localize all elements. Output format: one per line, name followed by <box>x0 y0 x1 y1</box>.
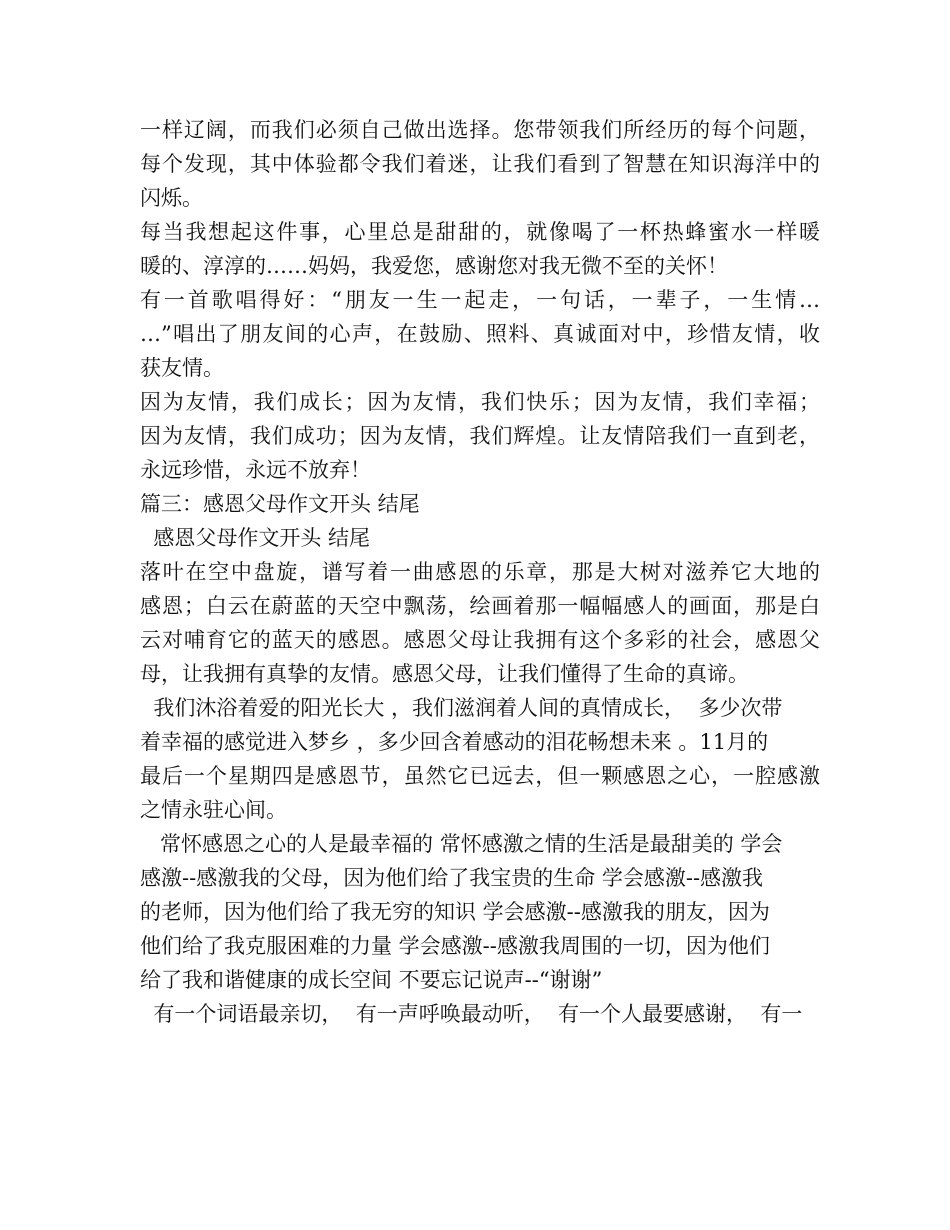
text-line: 因为友情，我们成长；因为友情，我们快乐；因为友情，我们幸福； <box>140 390 820 414</box>
text-line: 着幸福的感觉进入梦乡 ，多少回含着感动的泪花畅想未来 。11月的 <box>140 730 769 754</box>
text-line: 常怀感恩之心的人是最幸福的 常怀感激之情的生活是最甜美的 学会 <box>140 832 783 856</box>
document-body <box>140 113 820 1031</box>
text-line: 他们给了我克服困难的力量 学会感激--感激我周围的一切，因为他们 <box>140 934 770 958</box>
text-line: 暖的、淳淳的……妈妈，我爱您，感谢您对我无微不至的关怀！ <box>140 254 728 278</box>
text-line: 之情永驻心间。 <box>140 798 287 822</box>
text-line: 感激--感激我的父母，因为他们给了我宝贵的生命 学会感激--感激我 <box>140 866 764 890</box>
text-line: 一样辽阔，而我们必须自己做出选择。您带领我们所经历的每个问题， <box>140 118 820 142</box>
text-line: 我们沐浴着爱的阳光长大 ，我们滋润着人间的真情成长， 多少次带 <box>140 696 783 720</box>
text-line: 母，让我拥有真挚的友情。感恩父母，让我们懂得了生命的真谛。 <box>140 662 749 686</box>
section-subheading: 感恩父母作文开头 结尾 <box>140 526 371 550</box>
text-line: 有一个词语最亲切， 有一声呼唤最动听， 有一个人最要感谢， 有一 <box>140 1002 803 1026</box>
text-line: 每当我想起这件事，心里总是甜甜的，就像喝了一杯热蜂蜜水一样暖 <box>140 220 820 244</box>
text-line: 云对哺育它的蓝天的感恩。感恩父母让我拥有这个多彩的社会，感恩父 <box>140 628 820 652</box>
text-line: 落叶在空中盘旋，谱写着一曲感恩的乐章，那是大树对滋养它大地的 <box>140 560 820 584</box>
text-line: 的老师，因为他们给了我无穷的知识 学会感激--感激我的朋友，因为 <box>140 900 770 924</box>
text-line: 最后一个星期四是感恩节，虽然它已远去，但一颗感恩之心，一腔感激 <box>140 764 820 788</box>
text-line: 闪烁。 <box>140 186 203 210</box>
text-line: 因为友情，我们成功；因为友情，我们辉煌。让友情陪我们一直到老， <box>140 424 820 448</box>
section-heading: 篇三：感恩父母作文开头 结尾 <box>140 492 420 516</box>
text-line: 每个发现，其中体验都令我们着迷，让我们看到了智慧在知识海洋中的 <box>140 152 820 176</box>
text-line: 获友情。 <box>140 356 224 380</box>
text-line: …”唱出了朋友间的心声，在鼓励、照料、真诚面对中，珍惜友情，收 <box>140 322 820 346</box>
text-line: 有一首歌唱得好：“朋友一生一起走，一句话，一辈子，一生情… <box>140 288 820 312</box>
text-line: 给了我和谐健康的成长空间 不要忘记说声--“谢谢” <box>140 968 603 992</box>
text-line: 感恩；白云在蔚蓝的天空中飘荡，绘画着那一幅幅感人的画面，那是白 <box>140 594 820 618</box>
text-line: 永远珍惜，永远不放弃！ <box>140 458 371 482</box>
